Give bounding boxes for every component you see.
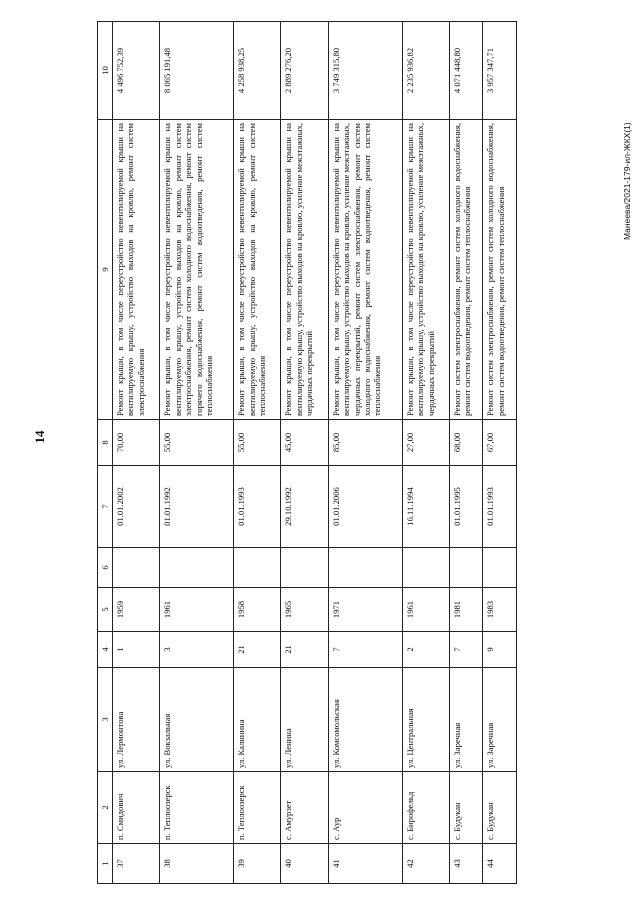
cost-cell: 4 258 938,25 [234, 22, 281, 120]
page-number: 14 [32, 430, 47, 444]
build-year-cell: 1983 [483, 588, 517, 632]
header-cell: 9 [98, 120, 113, 420]
build-year-cell: 1959 [113, 588, 160, 632]
date-cell: 01.01.1995 [449, 466, 483, 548]
date-cell: 01.01.2006 [328, 466, 402, 548]
street-cell: ул. Лермонтова [113, 668, 160, 772]
works-cell: Ремонт крыши, в том числе переустройство невентилируемой крыши на вентилируемую крышу, устройство выходов на кровлю, ремонт систем электроснабжения, ремонт систем холодного водоснабжения, ремонт систем горячего водоснабжения, ремонт систем водоотведения, ремонт систем теплоснабжения [160, 120, 234, 420]
header-cell: 5 [98, 588, 113, 632]
row-number: 40 [281, 844, 328, 884]
date-cell: 01.01.1992 [160, 466, 234, 548]
build-year-cell: 1965 [281, 588, 328, 632]
table-row [234, 22, 281, 884]
street-cell: ул. Заречная [449, 668, 483, 772]
repair-schedule-table [97, 22, 517, 884]
settlement-cell: с. Будукан [449, 772, 483, 844]
works-cell: Ремонт крыши, в том числе переустройство невентилируемой крыши на вентилируемую крышу, устройство выходов на кровлю, ремонт систем электроснабжения [113, 120, 160, 420]
header-cell: 2 [98, 772, 113, 844]
house-number-cell: 7 [449, 632, 483, 668]
empty-cell [402, 548, 449, 588]
cost-cell: 4 071 448,80 [449, 22, 483, 120]
works-cell: Ремонт крыши, в том числе переустройство невентилируемой крыши на вентилируемую крышу, устройство выходов на кровлю, усиление межэтажных, чердачных перекрытий [402, 120, 449, 420]
house-number-cell: 7 [328, 632, 402, 668]
table-row [402, 22, 449, 884]
header-cell: 8 [98, 420, 113, 466]
street-cell: ул. Вокзальная [160, 668, 234, 772]
build-year-cell: 1971 [328, 588, 402, 632]
settlement-cell: п. Теплоозерск [160, 772, 234, 844]
date-cell: 29.10.1992 [281, 466, 328, 548]
header-cell: 4 [98, 632, 113, 668]
works-cell: Ремонт систем электроснабжения, ремонт систем холодного водоснабжения, ремонт систем водоотведения, ремонт систем теплоснабжения [483, 120, 517, 420]
street-cell: ул. Комсомольская [328, 668, 402, 772]
empty-cell [328, 548, 402, 588]
table-row [483, 22, 517, 884]
empty-cell [234, 548, 281, 588]
settlement-cell: с. Будукан [483, 772, 517, 844]
table-row [328, 22, 402, 884]
wear-cell: 45,00 [281, 420, 328, 466]
wear-cell: 68,00 [449, 420, 483, 466]
cost-cell: 4 496 752,39 [113, 22, 160, 120]
row-number: 37 [113, 844, 160, 884]
empty-cell [160, 548, 234, 588]
works-cell: Ремонт крыши, в том числе переустройство невентилируемой крыши на вентилируемую крышу, устройство выходов на кровлю, усиление межэтажных, чердачных перекрытий [281, 120, 328, 420]
house-number-cell: 3 [160, 632, 234, 668]
build-year-cell: 1981 [449, 588, 483, 632]
header-cell: 10 [98, 22, 113, 120]
table-row [449, 22, 483, 884]
street-cell: ул. Ленина [281, 668, 328, 772]
header-row [98, 22, 113, 884]
wear-cell: 55,00 [160, 420, 234, 466]
row-number: 43 [449, 844, 483, 884]
row-number: 44 [483, 844, 517, 884]
empty-cell [281, 548, 328, 588]
cost-cell: 8 065 191,48 [160, 22, 234, 120]
settlement-cell: п. Теплоозерск [234, 772, 281, 844]
header-cell: 7 [98, 466, 113, 548]
wear-cell: 70,00 [113, 420, 160, 466]
street-cell: ул. Заречная [483, 668, 517, 772]
build-year-cell: 1958 [234, 588, 281, 632]
row-number: 38 [160, 844, 234, 884]
wear-cell: 67,00 [483, 420, 517, 466]
row-number: 39 [234, 844, 281, 884]
settlement-cell: с. Амурзет [281, 772, 328, 844]
works-cell: Ремонт систем электроснабжения, ремонт систем холодного водоснабжения, ремонт систем водоотведения, ремонт систем теплоснабжения [449, 120, 483, 420]
settlement-cell: п. Смидович [113, 772, 160, 844]
house-number-cell: 21 [234, 632, 281, 668]
wear-cell: 85,00 [328, 420, 402, 466]
house-number-cell: 2 [402, 632, 449, 668]
cost-cell: 3 749 315,80 [328, 22, 402, 120]
cost-cell: 2 889 276,20 [281, 22, 328, 120]
cost-cell: 2 235 936,82 [402, 22, 449, 120]
empty-cell [483, 548, 517, 588]
build-year-cell: 1961 [160, 588, 234, 632]
row-number: 41 [328, 844, 402, 884]
wear-cell: 27,00 [402, 420, 449, 466]
row-number: 42 [402, 844, 449, 884]
document-footer: Манеева/2021-179-ил-ЖКХ(1) [622, 122, 632, 240]
house-number-cell: 21 [281, 632, 328, 668]
house-number-cell: 9 [483, 632, 517, 668]
header-cell: 6 [98, 548, 113, 588]
works-cell: Ремонт крыши, в том числе переустройство невентилируемой крыши на вентилируемую крышу, устройство выходов на кровлю, ремонт систем теплоснабжения [234, 120, 281, 420]
settlement-cell: с. Бирофельд [402, 772, 449, 844]
table-row [281, 22, 328, 884]
date-cell: 01.01.2002 [113, 466, 160, 548]
header-cell: 3 [98, 668, 113, 772]
empty-cell [113, 548, 160, 588]
date-cell: 16.11.1994 [402, 466, 449, 548]
table-row [160, 22, 234, 884]
table-row [113, 22, 160, 884]
build-year-cell: 1961 [402, 588, 449, 632]
street-cell: ул. Центральная [402, 668, 449, 772]
date-cell: 01.01.1993 [483, 466, 517, 548]
house-number-cell: 1 [113, 632, 160, 668]
header-cell: 1 [98, 844, 113, 884]
cost-cell: 3 957 347,71 [483, 22, 517, 120]
street-cell: ул. Калинина [234, 668, 281, 772]
wear-cell: 55,00 [234, 420, 281, 466]
works-cell: Ремонт крыши, в том числе переустройство невентилируемой крыши на вентилируемую крышу, устройство выходов на кровлю, усиление межэтажных, чердачных перекрытий, ремонт систем электроснабжения, ремонт систем холодного водоснабжения, ремонт систем водоотведения, ремонт систем теплоснабжения [328, 120, 402, 420]
date-cell: 01.01.1993 [234, 466, 281, 548]
empty-cell [449, 548, 483, 588]
settlement-cell: с. Аур [328, 772, 402, 844]
